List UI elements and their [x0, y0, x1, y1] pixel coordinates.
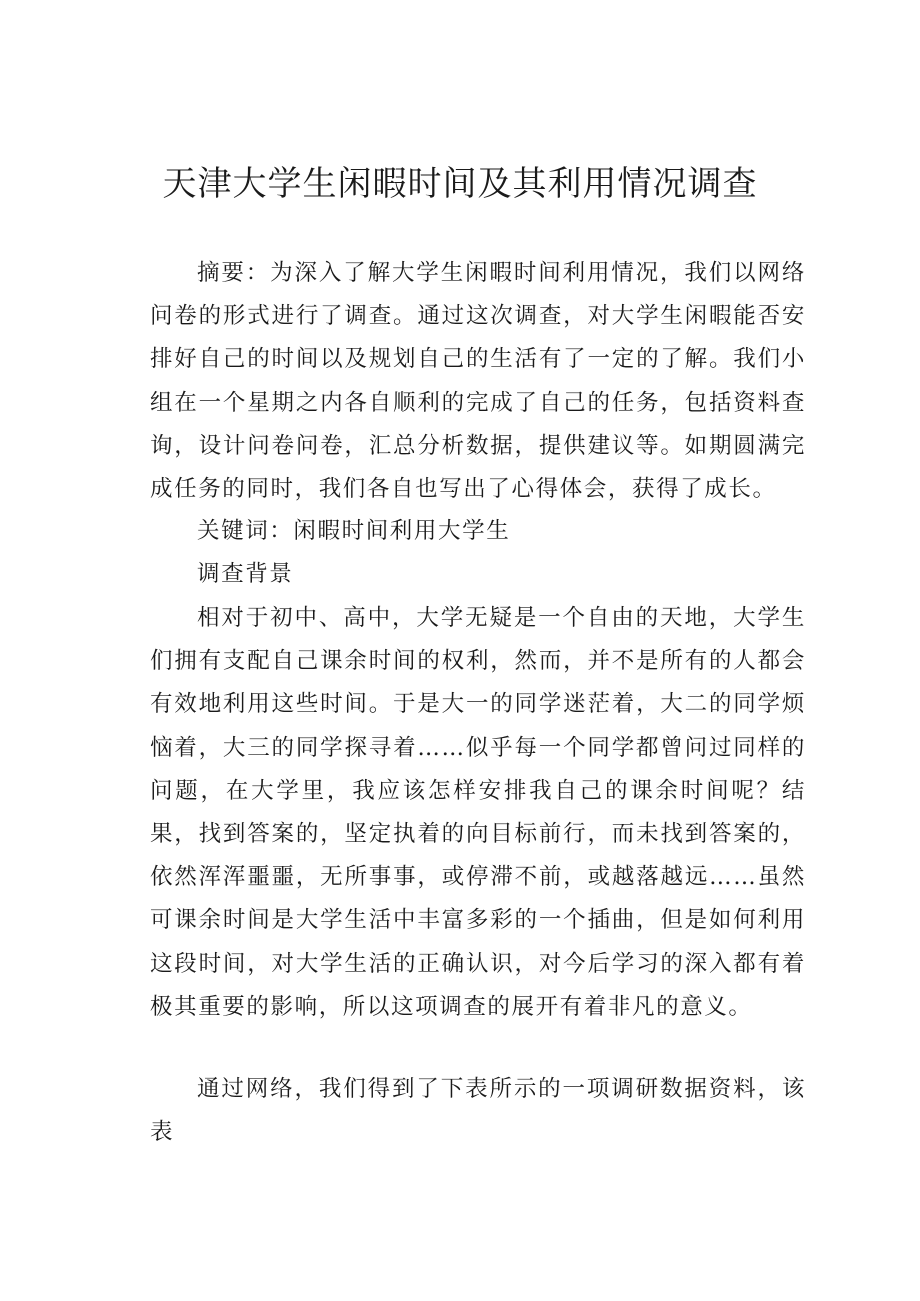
table-intro-paragraph: 通过网络，我们得到了下表所示的一项调研数据资料，该表: [150, 1076, 806, 1146]
abstract-text: 为深入了解大学生闲暇时间利用情况，我们以网络问卷的形式进行了调查。通过这次调查，对大学生闲暇能否安排好自己的时间以及规划自己的生活有了一定的了解。我们小组在一个星期之内各自顺利的完成了自己的任务，包括资料查询，设计问卷问卷，汇总分析数据，提供建议等。如期圆满完成任务的同时，我们各自也写出了心得体会，获得了成长。: [150, 260, 806, 503]
abstract-label: 摘要：: [197, 260, 271, 286]
background-heading: 调查背景: [197, 561, 294, 587]
abstract-paragraph: [150, 252, 806, 511]
keywords-label: 关键词：: [197, 518, 294, 544]
document-title: 天津大学生闲暇时间及其利用情况调查: [162, 164, 758, 204]
keywords-paragraph: [150, 510, 806, 553]
keywords-text: 闲暇时间利用大学生: [293, 518, 511, 544]
background-paragraph: 相对于初中、高中，大学无疑是一个自由的天地，大学生们拥有支配自己课余时间的权利，然而，并不是所有的人都会有效地利用这些时间。于是大一的同学迷茫着，大二的同学烦恼着，大三的同学探寻着……似乎每一个同学都曾问过同样的问题，在大学里，我应该怎样安排我自己的课余时间呢？结果，找到答案的，坚定执着的向目标前行，而未找到答案的，依然浑浑噩噩，无所事事，或停滞不前，或越落越远……虽然可课余时间是大学生活中丰富多彩的一个插曲，但是如何利用这段时间，对大学生活的正确认识，对今后学习的深入都有着极其重要的影响，所以这项调查的展开有着非凡的意义。: [150, 605, 806, 1020]
